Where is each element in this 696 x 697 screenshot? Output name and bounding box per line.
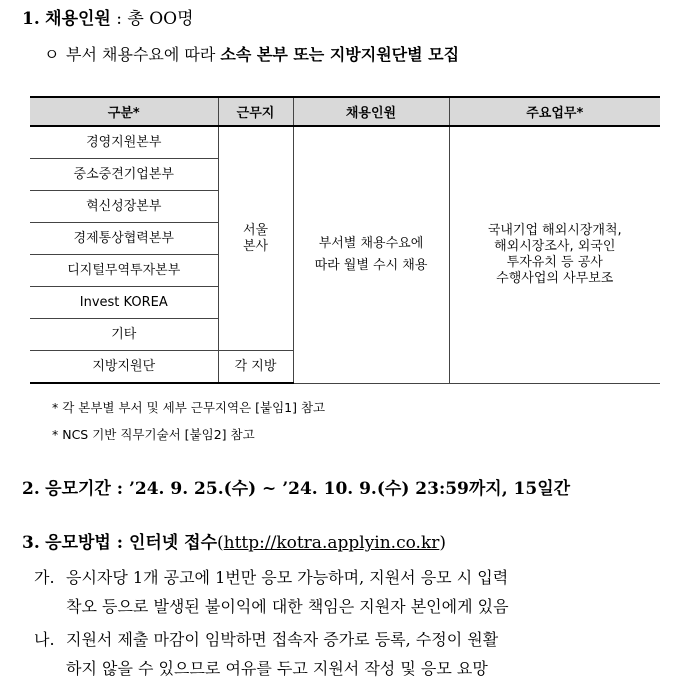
section-1-title: 채용인원 xyxy=(45,9,111,29)
section-1-separator: : xyxy=(116,9,122,29)
division-cell: 기타 xyxy=(30,319,218,351)
item-text-line2: 착오 등으로 발생된 불이익에 대한 책임은 지원자 본인에게 있음 xyxy=(66,597,509,616)
header-division: 구분* xyxy=(30,97,218,126)
workplace-hq-line1: 서울 xyxy=(242,222,269,238)
recruitment-line1: 부서별 채용수요에 xyxy=(318,235,424,251)
section-3-number: 3. xyxy=(22,533,40,553)
section-3-heading xyxy=(22,532,446,554)
duties-line2: 해외시장조사, 외국인 xyxy=(494,238,616,254)
bullet-marker: ㅇ xyxy=(44,45,60,64)
item-text-line1: 응시자당 1개 공고에 1번만 응모 가능하며, 지원서 응모 시 입력 xyxy=(66,568,509,587)
item-label: 나. xyxy=(34,630,55,649)
recruitment-table xyxy=(30,96,660,384)
table-note: * 각 본부별 부서 및 세부 근무지역은 [붙임1] 참고 xyxy=(52,400,326,415)
item-text-line1: 지원서 제출 마감이 임박하면 접속자 증가로 등록, 수정이 원활 xyxy=(66,630,499,649)
section-2-number: 2. xyxy=(22,479,40,499)
division-cell: 디지털무역투자본부 xyxy=(30,255,218,287)
url-paren-close: ) xyxy=(439,533,447,553)
url-paren-open: ( xyxy=(217,533,224,553)
list-item xyxy=(34,628,498,652)
table-header-row xyxy=(30,97,660,126)
header-workplace: 근무지 xyxy=(218,97,293,126)
application-site-link[interactable]: http://kotra.applyin.co.kr xyxy=(223,533,440,553)
recruitment-scope-line xyxy=(44,44,459,66)
division-cell: 중소중견기업본부 xyxy=(30,159,218,191)
workplace-regional-cell: 각 지방 xyxy=(218,351,293,384)
duties-line4: 수행사업의 사무보조 xyxy=(496,270,614,286)
division-cell: Invest KOREA xyxy=(30,287,218,319)
section-2-title: 응모기간 : ’24. 9. 25.(수) ~ ’24. 10. 9.(수) 23:59까지, 15일간 xyxy=(45,479,571,499)
table-row xyxy=(30,126,660,159)
table-note: * NCS 기반 직무기술서 [붙임2] 참고 xyxy=(52,427,255,442)
recruitment-line2: 따라 월별 수시 채용 xyxy=(314,257,428,273)
header-recruitment: 채용인원 xyxy=(293,97,449,126)
item-text-line2: 하지 않을 수 있으므로 여유를 두고 지원서 작성 및 응모 요망 xyxy=(66,659,488,678)
section-3-title: 응모방법 : 인터넷 접수 xyxy=(45,533,217,553)
section-1-heading xyxy=(22,8,194,30)
section-2-heading xyxy=(22,478,570,500)
section-1-value: 총 OO명 xyxy=(127,9,194,29)
duties-line1: 국내기업 해외시장개척, xyxy=(487,222,622,238)
division-cell: 경제통상협력본부 xyxy=(30,223,218,255)
workplace-hq-line2: 본사 xyxy=(242,238,269,254)
division-cell: 지방지원단 xyxy=(30,351,218,384)
header-duties: 주요업무* xyxy=(449,97,660,126)
item-label: 가. xyxy=(34,568,55,587)
recruitment-cell xyxy=(293,126,449,383)
workplace-hq-cell xyxy=(218,126,293,351)
division-cell: 경영지원본부 xyxy=(30,126,218,159)
list-item xyxy=(34,566,508,590)
scope-prefix: 부서 채용수요에 따라 xyxy=(66,45,221,64)
duties-line3: 투자유치 등 공사 xyxy=(506,254,603,270)
section-1-number: 1. xyxy=(22,9,40,29)
scope-emphasis: 소속 본부 또는 지방지원단별 모집 xyxy=(220,45,460,64)
duties-cell xyxy=(449,126,660,383)
division-cell: 혁신성장본부 xyxy=(30,191,218,223)
